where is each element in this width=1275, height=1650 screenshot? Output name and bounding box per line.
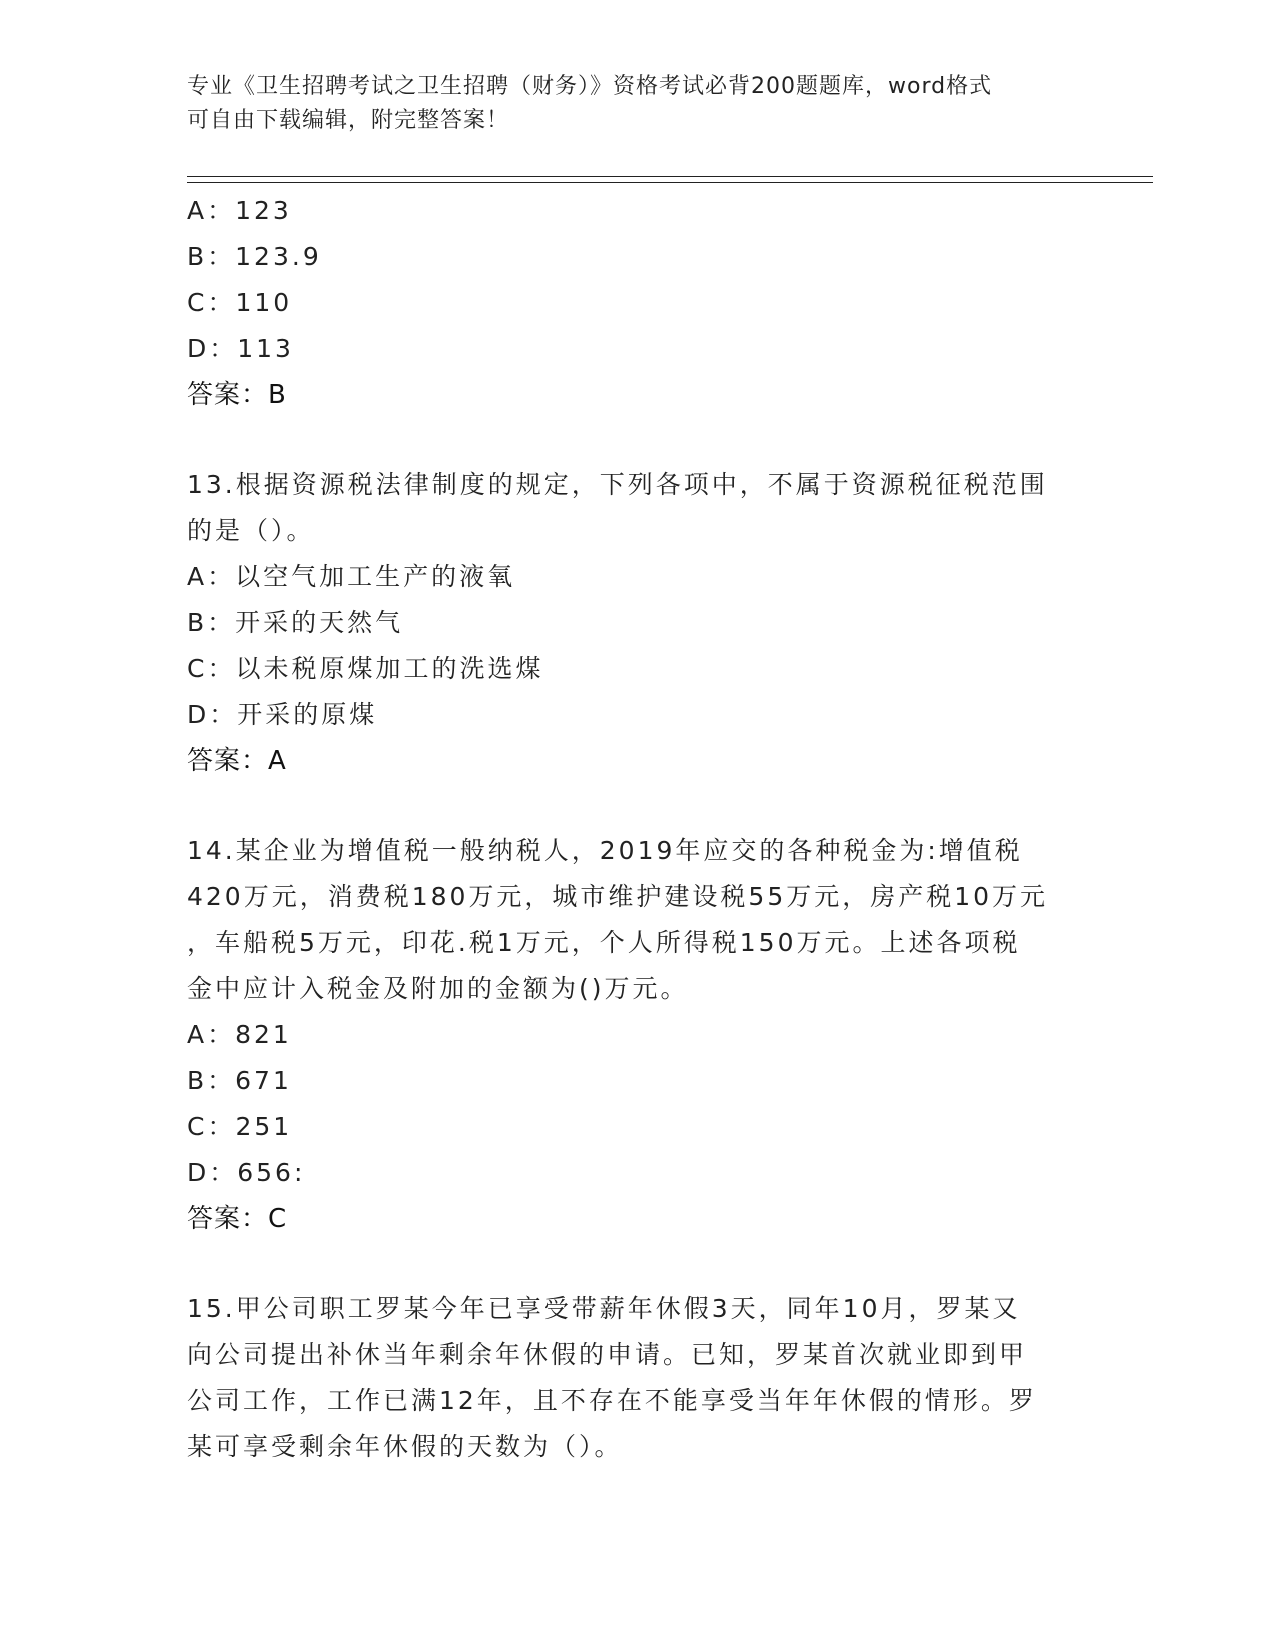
option-c: C：以未税原煤加工的洗选煤 (187, 654, 544, 683)
header-divider-bottom (187, 182, 1153, 183)
question-block-12 (187, 188, 1087, 418)
question-stem-line: 公司工作，工作已满12年，且不存在不能享受当年年休假的情形。罗 (187, 1386, 1037, 1415)
option-a: A：以空气加工生产的液氧 (187, 562, 516, 591)
question-stem-line: 的是（）。 (187, 516, 315, 545)
page-header (187, 70, 1087, 138)
header-divider-top (187, 176, 1153, 177)
answer-line: 答案：A (187, 746, 287, 776)
option-c: C：110 (187, 288, 293, 317)
document-body (187, 188, 1087, 1470)
option-d: D：开采的原煤 (187, 700, 378, 729)
question-stem-line: ，车船税5万元，印花.税1万元，个人所得税150万元。上述各项税 (187, 928, 1021, 957)
option-a: A：821 (187, 1020, 292, 1049)
option-d: D：113 (187, 334, 294, 363)
header-line-2: 可自由下载编辑，附完整答案！ (187, 108, 510, 133)
question-stem-line: 某可享受剩余年休假的天数为（）。 (187, 1432, 623, 1461)
question-stem-line: 向公司提出补休当年剩余年休假的申请。已知，罗某首次就业即到甲 (187, 1340, 1028, 1369)
question-stem-line: 15.甲公司职工罗某今年已享受带薪年休假3天，同年10月，罗某又 (187, 1294, 1021, 1323)
question-stem-line: 13.根据资源税法律制度的规定，下列各项中，不属于资源税征税范围 (187, 470, 1048, 499)
header-line-1: 专业《卫生招聘考试之卫生招聘（财务）》资格考试必背200题题库，word格式 (187, 74, 993, 99)
question-stem-line: 金中应计入税金及附加的金额为()万元。 (187, 974, 689, 1003)
question-stem-line: 420万元，消费税180万元，城市维护建设税55万元，房产税10万元 (187, 882, 1049, 911)
option-b: B：开采的天然气 (187, 608, 404, 637)
option-c: C：251 (187, 1112, 293, 1141)
answer-line: 答案：C (187, 1204, 288, 1234)
question-block-14 (187, 828, 1087, 1242)
answer-line: 答案：B (187, 380, 287, 410)
option-b: B：123.9 (187, 242, 322, 271)
option-a: A：123 (187, 196, 292, 225)
option-d: D：656: (187, 1158, 306, 1187)
question-block-13 (187, 462, 1087, 784)
option-b: B：671 (187, 1066, 292, 1095)
question-block-15 (187, 1286, 1087, 1470)
question-stem-line: 14.某企业为增值税一般纳税人，2019年应交的各种税金为:增值税 (187, 836, 1023, 865)
